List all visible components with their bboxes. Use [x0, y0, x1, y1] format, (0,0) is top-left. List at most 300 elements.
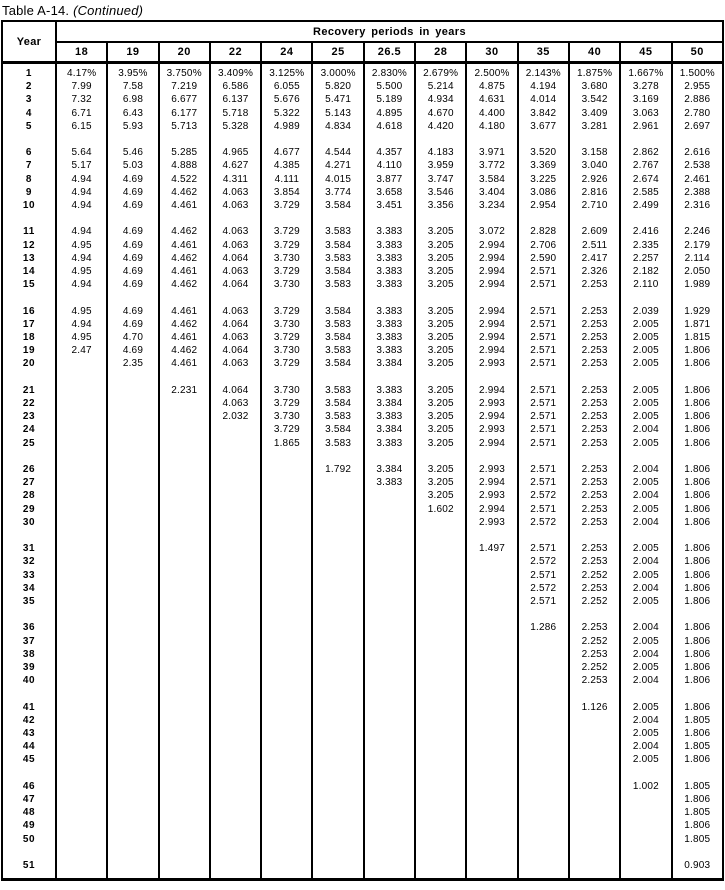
- rate-cell: 2.886: [672, 93, 723, 106]
- rate-cell: [261, 806, 312, 819]
- year-cell: 50: [2, 833, 56, 846]
- rate-cell: [364, 529, 415, 542]
- year-cell: 33: [2, 569, 56, 582]
- rate-cell: 2.994: [466, 384, 517, 397]
- rate-cell: [56, 582, 107, 595]
- rate-cell: [107, 371, 158, 384]
- rate-cell: [466, 661, 517, 674]
- rate-cell: [364, 674, 415, 687]
- year-cell: 21: [2, 384, 56, 397]
- rate-cell: [518, 833, 569, 846]
- rate-cell: [312, 621, 363, 634]
- rate-cell: [466, 569, 517, 582]
- rate-cell: [620, 687, 671, 700]
- rate-cell: 3.959: [415, 159, 466, 172]
- rate-cell: 1.806: [672, 793, 723, 806]
- rate-cell: 4.95: [56, 331, 107, 344]
- rate-cell: 3.842: [518, 107, 569, 120]
- rate-cell: 4.95: [56, 239, 107, 252]
- rate-cell: 2.571: [518, 305, 569, 318]
- table-row: [2, 410, 723, 423]
- rate-cell: [364, 648, 415, 661]
- rate-cell: [210, 740, 261, 753]
- rate-cell: 3.583: [312, 437, 363, 450]
- rate-cell: [312, 819, 363, 832]
- rate-cell: [107, 793, 158, 806]
- rate-cell: [159, 674, 210, 687]
- rate-cell: 3.205: [415, 225, 466, 238]
- rate-cell: [466, 767, 517, 780]
- rate-cell: 4.063: [210, 186, 261, 199]
- rate-cell: [210, 423, 261, 436]
- rate-cell: [312, 371, 363, 384]
- rate-cell: [107, 212, 158, 225]
- rate-cell: [107, 489, 158, 502]
- rate-cell: [312, 872, 363, 880]
- rate-cell: [312, 753, 363, 766]
- rate-cell: 6.98: [107, 93, 158, 106]
- rate-cell: 2.039: [620, 305, 671, 318]
- rate-cell: [210, 701, 261, 714]
- rate-cell: 1.806: [672, 674, 723, 687]
- table-row: [2, 582, 723, 595]
- year-cell: 10: [2, 199, 56, 212]
- rate-cell: [210, 582, 261, 595]
- rate-cell: 3.205: [415, 331, 466, 344]
- rate-cell: [107, 819, 158, 832]
- rate-cell: 4.461: [159, 305, 210, 318]
- rate-cell: [312, 608, 363, 621]
- rate-cell: 1.286: [518, 621, 569, 634]
- rate-cell: 3.205: [415, 305, 466, 318]
- rate-cell: 4.462: [159, 278, 210, 291]
- rate-cell: 1.805: [672, 833, 723, 846]
- rate-cell: 4.69: [107, 318, 158, 331]
- rate-cell: [210, 555, 261, 568]
- rate-cell: 4.965: [210, 146, 261, 159]
- rate-cell: [569, 608, 620, 621]
- rate-cell: [312, 503, 363, 516]
- rate-cell: 4.69: [107, 305, 158, 318]
- rate-cell: [364, 371, 415, 384]
- rate-cell: [56, 595, 107, 608]
- rate-cell: 4.522: [159, 173, 210, 186]
- rate-cell: [466, 621, 517, 634]
- year-cell: 27: [2, 476, 56, 489]
- rate-cell: 2.005: [620, 569, 671, 582]
- table-row: [2, 357, 723, 370]
- rate-cell: [466, 212, 517, 225]
- rate-cell: [107, 423, 158, 436]
- rate-cell: [159, 648, 210, 661]
- rate-cell: 3.583: [312, 384, 363, 397]
- rate-cell: 2.253: [569, 331, 620, 344]
- rate-cell: [466, 872, 517, 880]
- rate-cell: 2.179: [672, 239, 723, 252]
- year-cell: 22: [2, 397, 56, 410]
- year-cell: 7: [2, 159, 56, 172]
- rate-cell: [261, 291, 312, 304]
- rate-cell: [56, 212, 107, 225]
- rate-cell: [210, 674, 261, 687]
- rate-cell: 1.806: [672, 397, 723, 410]
- rate-cell: [620, 846, 671, 859]
- rate-cell: [159, 608, 210, 621]
- rate-cell: [569, 371, 620, 384]
- rate-cell: 4.631: [466, 93, 517, 106]
- rate-cell: 3.383: [364, 331, 415, 344]
- year-cell: 30: [2, 516, 56, 529]
- rate-cell: 7.58: [107, 80, 158, 93]
- rate-cell: 4.110: [364, 159, 415, 172]
- rate-cell: 2.004: [620, 648, 671, 661]
- rate-cell: 1.806: [672, 595, 723, 608]
- rate-cell: [56, 833, 107, 846]
- rate-cell: [312, 661, 363, 674]
- rate-cell: [415, 714, 466, 727]
- table-row: [2, 661, 723, 674]
- rate-cell: [518, 212, 569, 225]
- table-row: [2, 463, 723, 476]
- rate-cell: 3.451: [364, 199, 415, 212]
- recovery-period-header-50: 50: [672, 42, 723, 63]
- padding-row: [2, 872, 723, 880]
- rate-cell: [159, 872, 210, 880]
- year-cell: 39: [2, 661, 56, 674]
- rate-cell: 3.205: [415, 463, 466, 476]
- rate-cell: 3.383: [364, 410, 415, 423]
- rate-cell: [312, 529, 363, 542]
- rate-cell: [56, 859, 107, 872]
- rate-cell: [415, 212, 466, 225]
- rate-cell: 3.000%: [312, 67, 363, 80]
- rate-cell: 3.854: [261, 186, 312, 199]
- rate-cell: [56, 133, 107, 146]
- rate-cell: [107, 740, 158, 753]
- rate-cell: [107, 476, 158, 489]
- table-row: [2, 621, 723, 634]
- rate-cell: [56, 635, 107, 648]
- year-cell: 38: [2, 648, 56, 661]
- rate-cell: [518, 661, 569, 674]
- rate-cell: [415, 833, 466, 846]
- rate-cell: 3.730: [261, 384, 312, 397]
- rate-cell: 2.609: [569, 225, 620, 238]
- rate-cell: [620, 767, 671, 780]
- rate-cell: [56, 357, 107, 370]
- rate-cell: 3.356: [415, 199, 466, 212]
- rate-cell: [569, 133, 620, 146]
- rate-cell: 2.005: [620, 701, 671, 714]
- rate-cell: 2.005: [620, 318, 671, 331]
- rate-cell: [569, 806, 620, 819]
- rate-cell: [466, 740, 517, 753]
- rate-cell: [569, 793, 620, 806]
- rate-cell: [518, 767, 569, 780]
- rate-cell: 3.729: [261, 199, 312, 212]
- rate-cell: 1.805: [672, 780, 723, 793]
- rate-cell: 4.063: [210, 239, 261, 252]
- table-row: [2, 819, 723, 832]
- table-row: [2, 516, 723, 529]
- rate-cell: [210, 516, 261, 529]
- rate-cell: [210, 621, 261, 634]
- rate-cell: 2.253: [569, 621, 620, 634]
- rate-cell: [107, 661, 158, 674]
- rate-cell: [261, 621, 312, 634]
- rate-cell: [466, 714, 517, 727]
- table-row: [2, 344, 723, 357]
- table-row: [2, 437, 723, 450]
- rate-cell: 3.971: [466, 146, 517, 159]
- rate-cell: [364, 727, 415, 740]
- rate-cell: [672, 872, 723, 880]
- rate-cell: 4.888: [159, 159, 210, 172]
- rate-cell: 2.571: [518, 542, 569, 555]
- rate-cell: 4.94: [56, 199, 107, 212]
- rate-cell: [415, 291, 466, 304]
- rate-cell: [261, 661, 312, 674]
- rate-cell: 1.806: [672, 542, 723, 555]
- rate-cell: 3.877: [364, 173, 415, 186]
- rate-cell: [159, 212, 210, 225]
- rate-cell: 3.205: [415, 384, 466, 397]
- rate-cell: [210, 595, 261, 608]
- rate-cell: [312, 806, 363, 819]
- rate-cell: [569, 846, 620, 859]
- rate-cell: [620, 819, 671, 832]
- rate-cell: [672, 371, 723, 384]
- rate-cell: 2.994: [466, 305, 517, 318]
- rate-cell: [159, 463, 210, 476]
- rate-cell: 3.584: [312, 199, 363, 212]
- year-cell: 16: [2, 305, 56, 318]
- rate-cell: [569, 529, 620, 542]
- rate-cell: 3.169: [620, 93, 671, 106]
- recovery-period-header-24: 24: [261, 42, 312, 63]
- year-cell: 5: [2, 120, 56, 133]
- year-cell: 2: [2, 80, 56, 93]
- rate-cell: [107, 608, 158, 621]
- rate-cell: 4.064: [210, 278, 261, 291]
- rate-cell: [261, 476, 312, 489]
- rate-cell: [312, 555, 363, 568]
- rate-cell: 3.158: [569, 146, 620, 159]
- rate-cell: [466, 687, 517, 700]
- rate-cell: 2.005: [620, 357, 671, 370]
- table-number-label: Table A-14.: [2, 3, 70, 18]
- table-row: [2, 80, 723, 93]
- rate-cell: [210, 450, 261, 463]
- rate-cell: 2.993: [466, 516, 517, 529]
- rate-cell: 2.571: [518, 397, 569, 410]
- rate-cell: [364, 753, 415, 766]
- rate-cell: [415, 740, 466, 753]
- rate-cell: 1.806: [672, 423, 723, 436]
- rate-cell: 2.571: [518, 384, 569, 397]
- year-cell: 6: [2, 146, 56, 159]
- rate-cell: 2.993: [466, 423, 517, 436]
- rate-cell: [415, 542, 466, 555]
- rate-cell: [107, 727, 158, 740]
- rate-cell: 3.584: [312, 331, 363, 344]
- rate-cell: 3.383: [364, 252, 415, 265]
- rate-cell: 2.246: [672, 225, 723, 238]
- rate-cell: 3.750%: [159, 67, 210, 80]
- rate-cell: [261, 753, 312, 766]
- rate-cell: [620, 806, 671, 819]
- rate-cell: 4.111: [261, 173, 312, 186]
- rate-cell: 6.586: [210, 80, 261, 93]
- rate-cell: 2.253: [569, 384, 620, 397]
- rate-cell: 3.384: [364, 397, 415, 410]
- rate-cell: [261, 489, 312, 502]
- table-row: [2, 120, 723, 133]
- rate-cell: 4.670: [415, 107, 466, 120]
- rate-cell: [159, 595, 210, 608]
- rate-cell: 1.126: [569, 701, 620, 714]
- rate-cell: 4.063: [210, 357, 261, 370]
- rate-cell: 1.806: [672, 661, 723, 674]
- rate-cell: [672, 687, 723, 700]
- rate-cell: [261, 780, 312, 793]
- rate-cell: [518, 819, 569, 832]
- rate-cell: 1.792: [312, 463, 363, 476]
- rate-cell: [159, 714, 210, 727]
- rate-cell: [312, 780, 363, 793]
- rate-cell: 1.805: [672, 806, 723, 819]
- rate-cell: [569, 753, 620, 766]
- rate-cell: 3.205: [415, 239, 466, 252]
- year-cell: 9: [2, 186, 56, 199]
- rate-cell: [210, 476, 261, 489]
- rate-cell: [159, 767, 210, 780]
- rate-cell: [56, 767, 107, 780]
- rate-cell: 3.729: [261, 331, 312, 344]
- rate-cell: [415, 621, 466, 634]
- rate-cell: [107, 635, 158, 648]
- rate-cell: [518, 872, 569, 880]
- rate-cell: 1.806: [672, 753, 723, 766]
- rate-cell: [159, 582, 210, 595]
- rate-cell: 2.571: [518, 569, 569, 582]
- rate-cell: 3.680: [569, 80, 620, 93]
- year-cell: 43: [2, 727, 56, 740]
- rate-cell: 3.583: [312, 225, 363, 238]
- rate-cell: 2.253: [569, 516, 620, 529]
- rate-cell: [261, 569, 312, 582]
- rate-cell: [518, 780, 569, 793]
- rate-cell: 2.110: [620, 278, 671, 291]
- rate-cell: 3.584: [312, 239, 363, 252]
- spacer-row: [2, 133, 723, 146]
- recovery-period-header-40: 40: [569, 42, 620, 63]
- spacer-row: [2, 767, 723, 780]
- rate-cell: [210, 833, 261, 846]
- rate-cell: 1.500%: [672, 67, 723, 80]
- rate-cell: [518, 753, 569, 766]
- rate-cell: 5.143: [312, 107, 363, 120]
- rate-cell: [159, 371, 210, 384]
- rate-cell: [569, 291, 620, 304]
- rate-cell: [620, 608, 671, 621]
- rate-cell: [569, 872, 620, 880]
- rate-cell: [518, 714, 569, 727]
- rate-cell: [107, 384, 158, 397]
- rate-cell: 6.177: [159, 107, 210, 120]
- rate-cell: 4.063: [210, 199, 261, 212]
- rate-cell: [415, 674, 466, 687]
- rate-cell: 2.538: [672, 159, 723, 172]
- rate-cell: 4.311: [210, 173, 261, 186]
- table-row: [2, 793, 723, 806]
- rate-cell: 3.729: [261, 423, 312, 436]
- rate-cell: [107, 582, 158, 595]
- rate-cell: [261, 595, 312, 608]
- rate-cell: [312, 674, 363, 687]
- rate-cell: [159, 701, 210, 714]
- rate-cell: 4.69: [107, 186, 158, 199]
- rate-cell: [415, 846, 466, 859]
- rate-cell: [107, 437, 158, 450]
- rate-cell: 2.253: [569, 555, 620, 568]
- rate-cell: [159, 450, 210, 463]
- rate-cell: 2.005: [620, 344, 671, 357]
- rate-cell: [466, 806, 517, 819]
- rate-cell: [415, 371, 466, 384]
- rate-cell: 1.667%: [620, 67, 671, 80]
- table-row: [2, 265, 723, 278]
- rate-cell: 3.225: [518, 173, 569, 186]
- rate-cell: [620, 793, 671, 806]
- rate-cell: [312, 450, 363, 463]
- rate-cell: 2.004: [620, 463, 671, 476]
- rate-cell: 4.895: [364, 107, 415, 120]
- rate-cell: 3.383: [364, 278, 415, 291]
- table-row: [2, 503, 723, 516]
- page-title: [0, 0, 725, 20]
- rate-cell: [210, 753, 261, 766]
- rate-cell: [261, 701, 312, 714]
- rate-cell: [56, 872, 107, 880]
- year-cell: [2, 687, 56, 700]
- rate-cell: [210, 727, 261, 740]
- rate-cell: [466, 753, 517, 766]
- rate-cell: [672, 450, 723, 463]
- rate-cell: 2.004: [620, 555, 671, 568]
- rate-cell: 5.214: [415, 80, 466, 93]
- rate-cell: 4.014: [518, 93, 569, 106]
- rate-cell: [364, 621, 415, 634]
- rate-cell: 5.93: [107, 120, 158, 133]
- rate-cell: 2.416: [620, 225, 671, 238]
- rate-cell: [210, 291, 261, 304]
- year-cell: 23: [2, 410, 56, 423]
- rate-cell: [56, 450, 107, 463]
- rate-cell: [159, 516, 210, 529]
- rate-cell: 1.806: [672, 701, 723, 714]
- year-cell: 48: [2, 806, 56, 819]
- rate-cell: 3.583: [312, 252, 363, 265]
- rate-cell: 3.383: [364, 344, 415, 357]
- rate-cell: [312, 476, 363, 489]
- year-cell: 14: [2, 265, 56, 278]
- rate-cell: 2.993: [466, 397, 517, 410]
- year-cell: [2, 608, 56, 621]
- table-row: [2, 318, 723, 331]
- rate-cell: 0.903: [672, 859, 723, 872]
- rate-cell: 2.571: [518, 437, 569, 450]
